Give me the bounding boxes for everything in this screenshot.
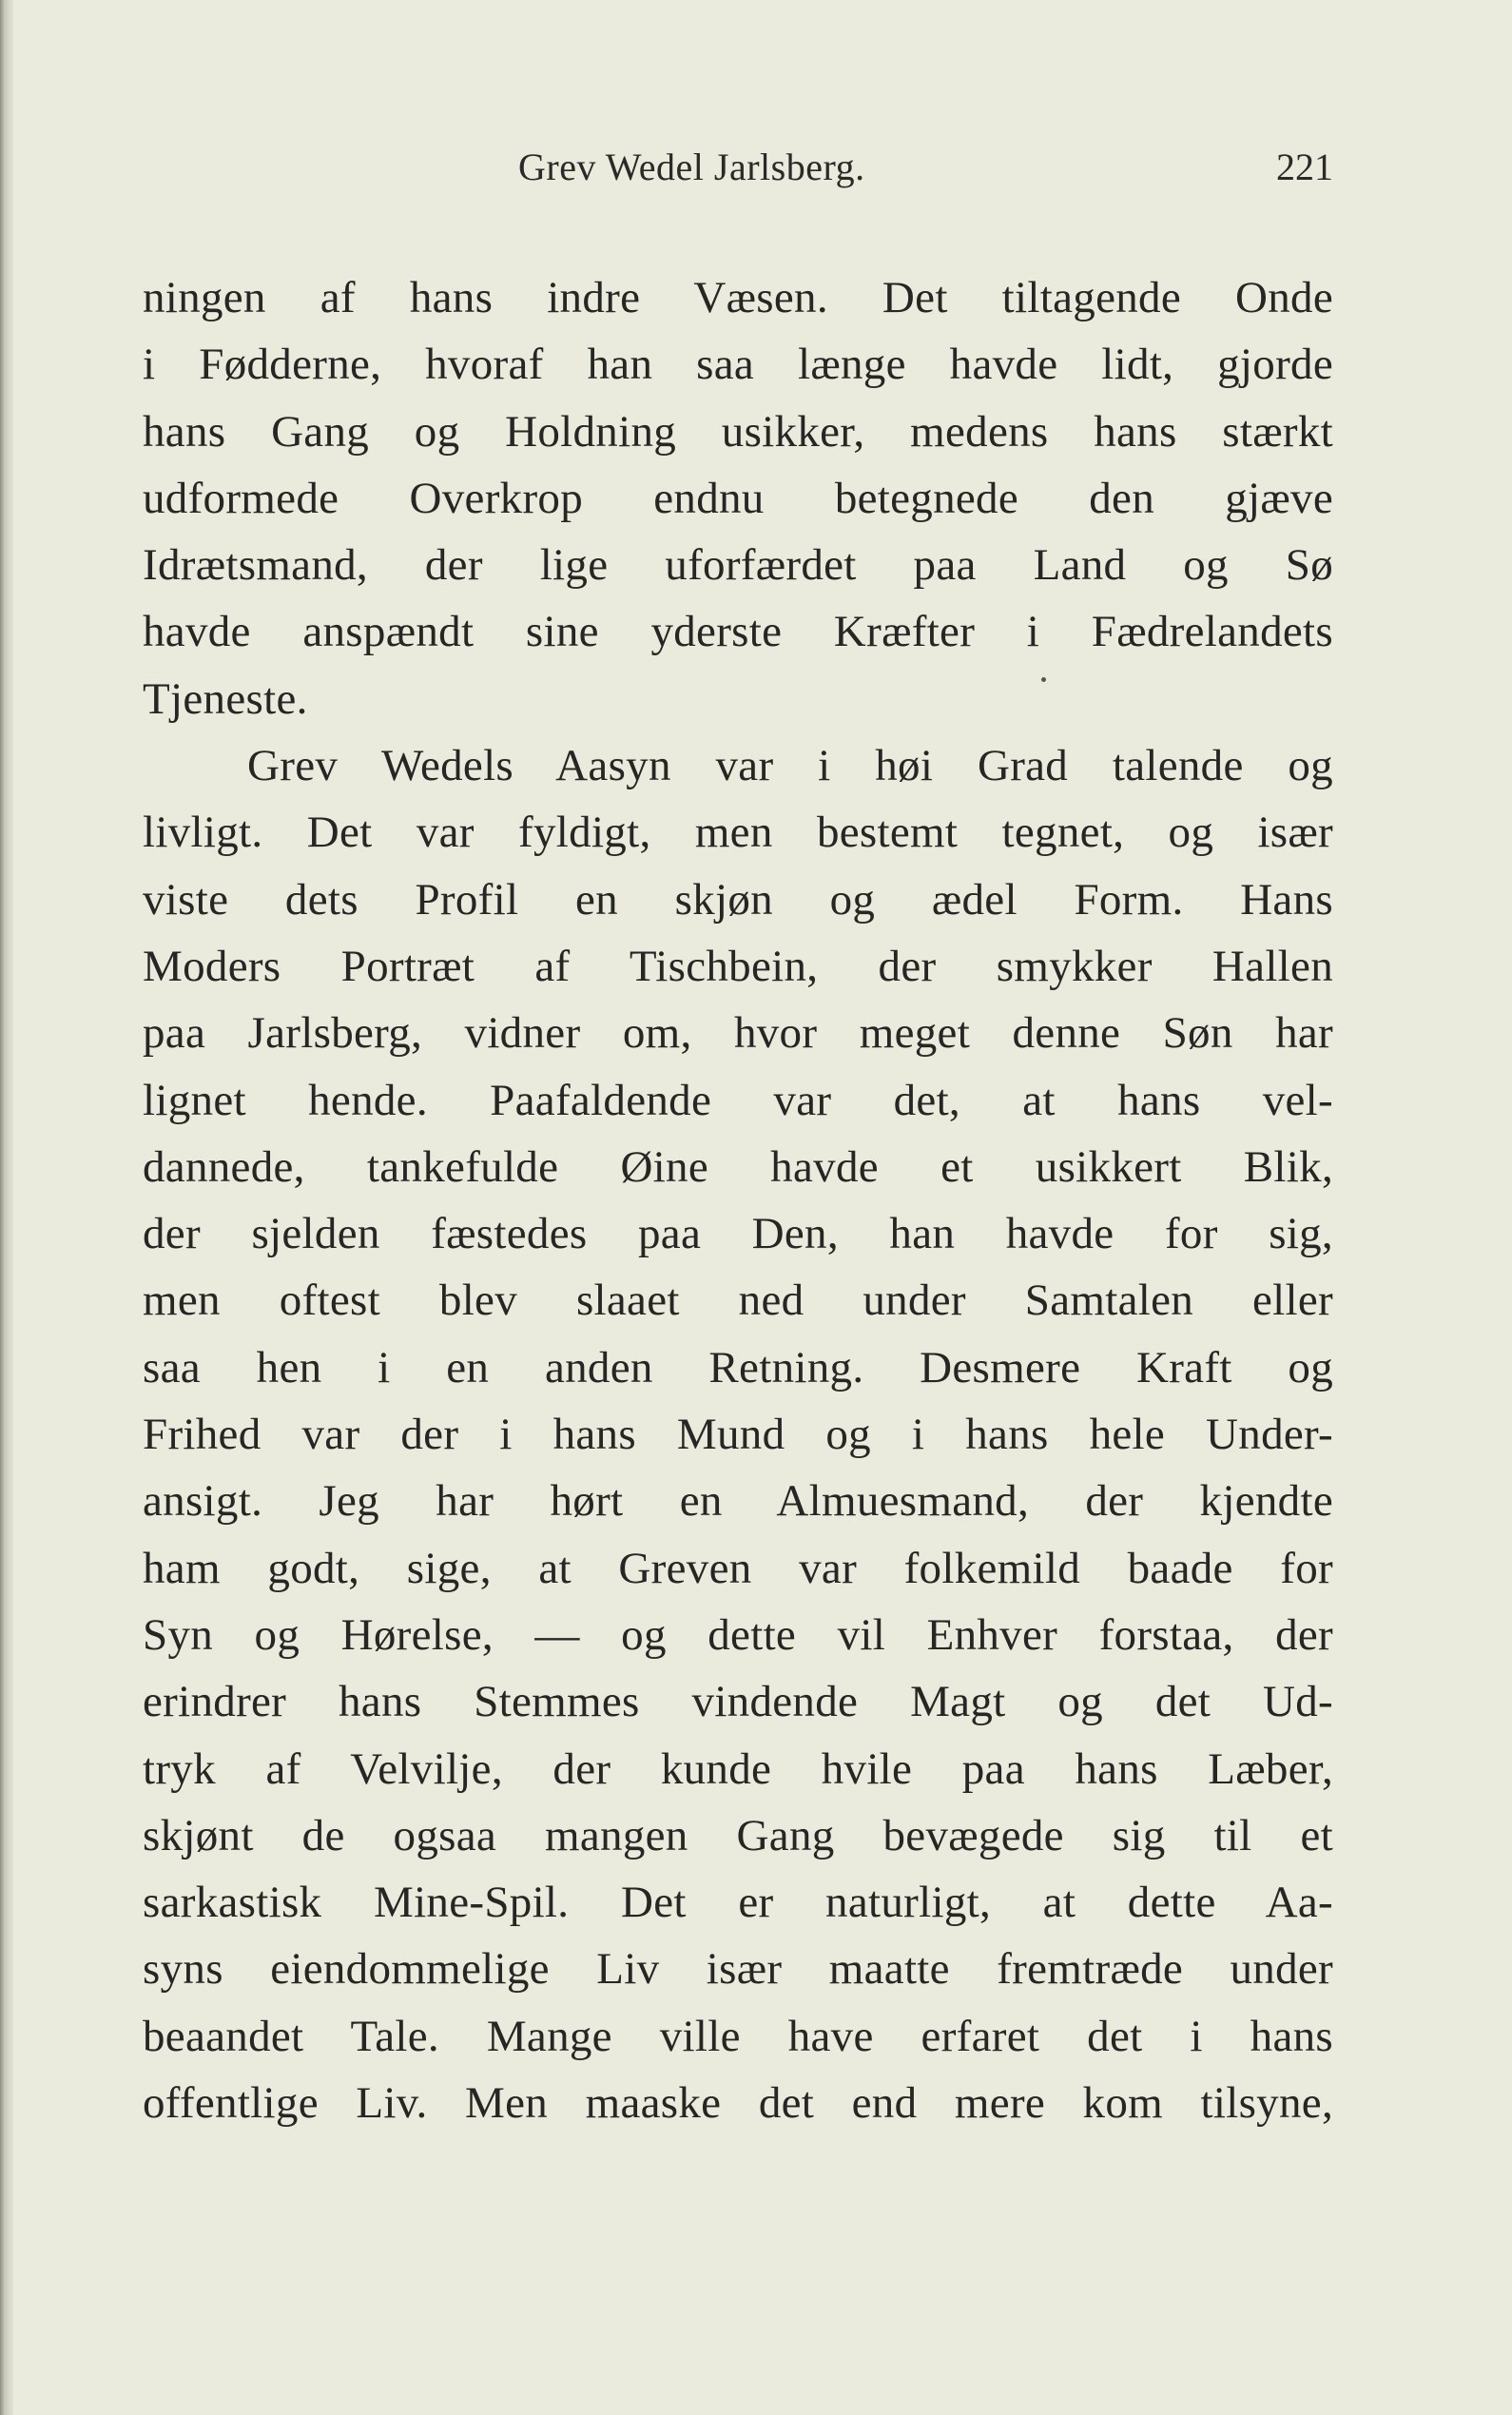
page-header	[143, 143, 1333, 200]
text-line: i Fødderne, hvoraf han saa længe havde lidt, gjorde	[143, 340, 1333, 390]
text-line: offentlige Liv. Men maaske det end mere kom tilsyne,	[143, 2078, 1333, 2129]
text-line: Syn og Hørelse, — og dette vil Enhver forstaa, der	[143, 1609, 1333, 1660]
text-line: dannede, tankefulde Øine havde et usikkert Blik,	[143, 1141, 1333, 1192]
body-text	[143, 264, 1333, 2136]
text-line: skjønt de ogsaa mangen Gang bevægede sig til et	[143, 1810, 1333, 1860]
text-line: paa Jarlsberg, vidner om, hvor meget denne Søn har	[143, 1008, 1333, 1059]
text-line: beaandet Tale. Mange ville have erfaret det i hans	[143, 2011, 1333, 2061]
text-line: lignet hende. Paafaldende var det, at hans vel-	[143, 1075, 1333, 1125]
text-line: saa hen i en anden Retning. Desmere Kraft og	[143, 1342, 1333, 1393]
text-line: Frihed var der i hans Mund og i hans hele Under-	[143, 1410, 1333, 1460]
text-line: Tjeneste.	[143, 673, 308, 724]
text-line: erindrer hans Stemmes vindende Magt og det Ud-	[143, 1677, 1333, 1727]
text-line: viste dets Profil en skjøn og ædel Form. Hans	[143, 874, 1333, 925]
running-title: Grev Wedel Jarlsberg.	[518, 146, 865, 188]
page-number: 221	[1276, 146, 1333, 188]
text-line: sarkastisk Mine-Spil. Det er naturligt, at dette Aa-	[143, 1878, 1333, 1928]
text-line: ansigt. Jeg har hørt en Almuesmand, der kjendte	[143, 1476, 1333, 1527]
text-line: syns eiendommelige Liv især maatte fremtræde under	[143, 1944, 1333, 1995]
text-line: Moders Portræt af Tischbein, der smykker Hallen	[143, 941, 1333, 991]
text-line: men oftest blev slaaet ned under Samtalen eller	[143, 1276, 1333, 1326]
text-line: hans Gang og Holdning usikker, medens hans stærkt	[143, 406, 1333, 457]
text-line: havde anspændt sine yderste Kræfter i Fædrelandets	[143, 607, 1333, 657]
text-line: ham godt, sige, at Greven var folkemild baade for	[143, 1543, 1333, 1593]
text-line: livligt. Det var fyldigt, men bestemt tegnet, og især	[143, 808, 1333, 858]
text-line: tryk af Velvilje, der kunde hvile paa hans Læber,	[143, 1743, 1333, 1794]
text-line: der sjelden fæstedes paa Den, han havde for sig,	[143, 1209, 1333, 1259]
text-line: ningen af hans indre Væsen. Det tiltagende Onde	[143, 273, 1333, 322]
text-line: udformede Overkrop endnu betegnede den gjæve	[143, 473, 1333, 523]
paragraph-start-line: Grev Wedels Aasyn var i høi Grad talende og	[247, 741, 1333, 791]
text-line: Idrætsmand, der lige uforfærdet paa Land og Sø	[143, 540, 1333, 591]
binding-edge	[0, 0, 13, 2415]
